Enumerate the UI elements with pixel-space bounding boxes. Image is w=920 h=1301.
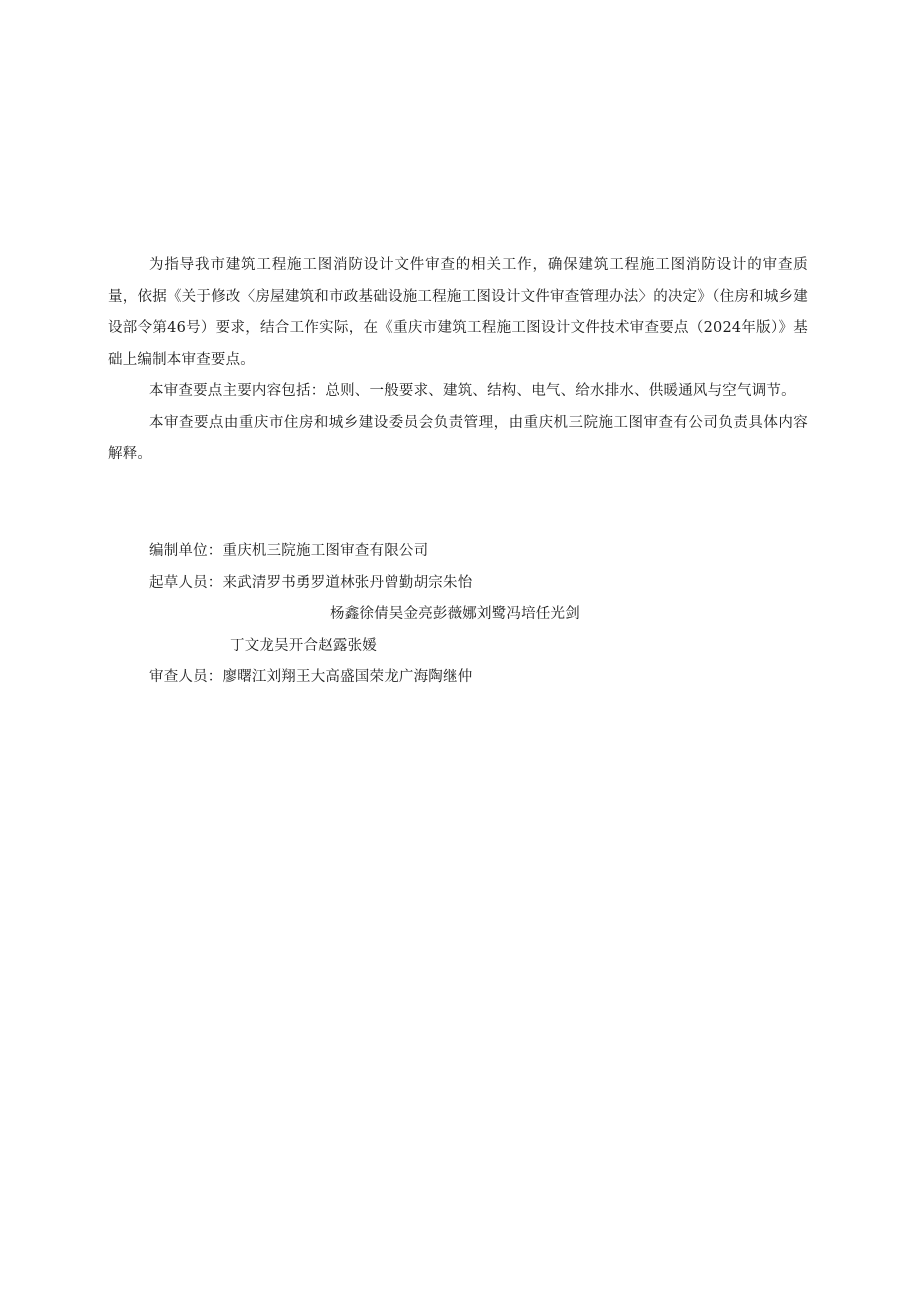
reviewers-row bbox=[108, 662, 808, 694]
credits-section bbox=[108, 536, 808, 694]
drafters-line-2: 杨鑫徐倩吴金亮彭薇娜刘鹭冯培任光剑 bbox=[330, 606, 580, 622]
intro-paragraph-contents: 本审查要点主要内容包括：总则、一般要求、建筑、结构、电气、给水排水、供暖通风与空气调节。 bbox=[149, 383, 796, 399]
reviewers-value: 廖曙江刘翔王大高盛国荣龙广海陶继仲 bbox=[222, 669, 473, 685]
drafters-row-2 bbox=[108, 599, 808, 631]
reviewers-label: 审查人员： bbox=[149, 669, 223, 685]
intro-paragraph-management: 本审查要点由重庆市住房和城乡建设委员会负责管理，由重庆机三院施工图审查有公司负责具体内容解释。 bbox=[108, 414, 808, 462]
compiler-label: 编制单位： bbox=[149, 543, 223, 559]
drafters-line-3: 丁文龙吴开合赵露张媛 bbox=[230, 637, 377, 654]
drafters-row bbox=[108, 568, 808, 600]
intro-paragraph-purpose: 为指导我市建筑工程施工图消防设计文件审查的相关工作，确保建筑工程施工图消防设计的审查质量，依据《关于修改〈房屋建筑和市政基础设施工程施工图设计文件审查管理办法〉的决定》（住房和城乡建设部令第46号）要求，结合工作实际，在《重庆市建筑工程施工图设计文件技术审查要点（2024年版）》基础上编制本审查要点。 bbox=[108, 257, 808, 368]
drafters-line-1: 来武清罗书勇罗道林张丹曾勤胡宗朱怡 bbox=[222, 574, 473, 591]
drafters-label: 起草人员： bbox=[149, 574, 223, 591]
compiler-value: 重庆机三院施工图审查有限公司 bbox=[222, 543, 429, 559]
compiler-row bbox=[108, 536, 808, 568]
drafters-row-3 bbox=[108, 631, 808, 663]
intro-section bbox=[108, 250, 808, 471]
